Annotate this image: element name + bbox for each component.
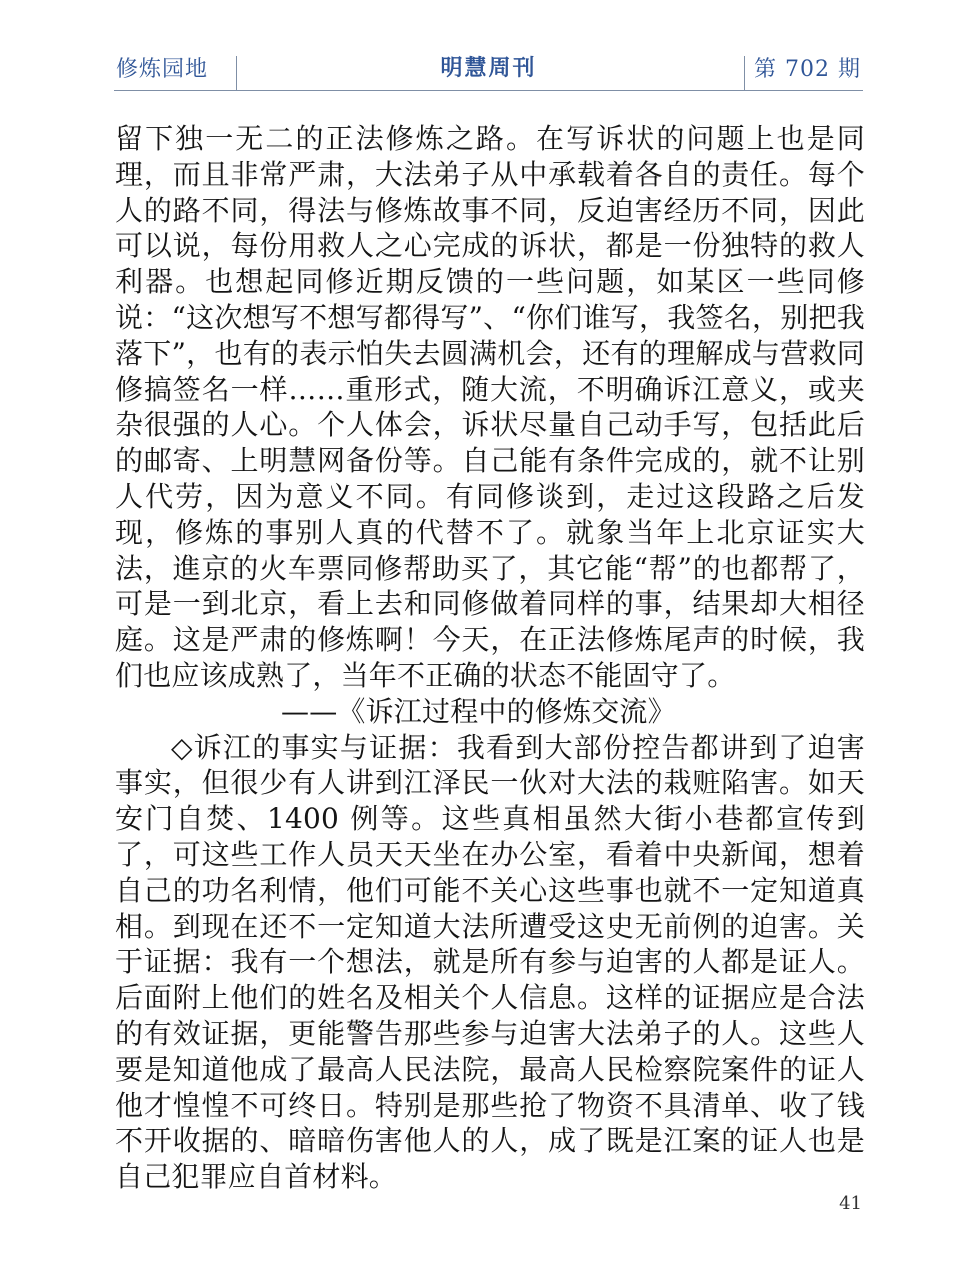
page-header: [114, 52, 863, 91]
header-divider: [744, 56, 745, 90]
page-number: 41: [839, 1193, 862, 1214]
paragraph: ◇诉江的事实与证据：我看到大部份控告都讲到了迫害事实，但很少有人讲到江泽民一伙对大法的栽赃陷害。如天安门自焚、1400 例等。这些真相虽然大街小巷都宣传到了，可这些工作人员天天坐在办公室，看着中央新闻，想着自己的功名利情，他们可能不关心这些事也就不一定知道真相。到现在还不一定知道大法所遭受这史无前例的迫害。关于证据：我有一个想法，就是所有参与迫害的人都是证人。后面附上他们的姓名及相关个人信息。这样的证据应是合法的有效证据，更能警告那些参与迫害大法弟子的人。这些人要是知道他成了最高人民法院，最高人民检察院案件的证人他才惶惶不可终日。特别是那些抢了物资不具清单、收了钱不开收据的、暗暗伤害他人的人，成了既是江案的证人也是自己犯罪应自首材料。: [115, 730, 865, 1194]
paragraph: 留下独一无二的正法修炼之路。在写诉状的问题上也是同理，而且非常严肃，大法弟子从中承载着各自的责任。每个人的路不同，得法与修炼故事不同，反迫害经历不同，因此可以说，每份用救人之心完成的诉状，都是一份独特的救人利器。也想起同修近期反馈的一些问题，如某区一些同修说：“这次想写不想写都得写”、“你们谁写，我签名，别把我落下”，也有的表示怕失去圆满机会，还有的理解成与营救同修搞签名一样……重形式，随大流，不明确诉江意义，或夹杂很强的人心。个人体会，诉状尽量自己动手写，包括此后的邮寄、上明慧网备份等。自己能有条件完成的，就不让别人代劳，因为意义不同。有同修谈到，走过这段路之后发现，修炼的事别人真的代替不了。就象当年上北京证实大法，進京的火车票同修帮助买了，其它能“帮”的也都帮了，可是一到北京，看上去和同修做着同样的事，结果却大相径庭。这是严肃的修炼啊！今天，在正法修炼尾声的时候，我们也应该成熟了，当年不正确的状态不能固守了。: [115, 122, 865, 692]
section-name: 修炼园地: [116, 57, 209, 82]
publication-title: 明慧周刊: [440, 55, 537, 81]
issue-number: 第 702 期: [754, 57, 861, 82]
attribution: ——《诉江过程中的修炼交流》: [281, 694, 676, 728]
article-body: [115, 121, 865, 1195]
